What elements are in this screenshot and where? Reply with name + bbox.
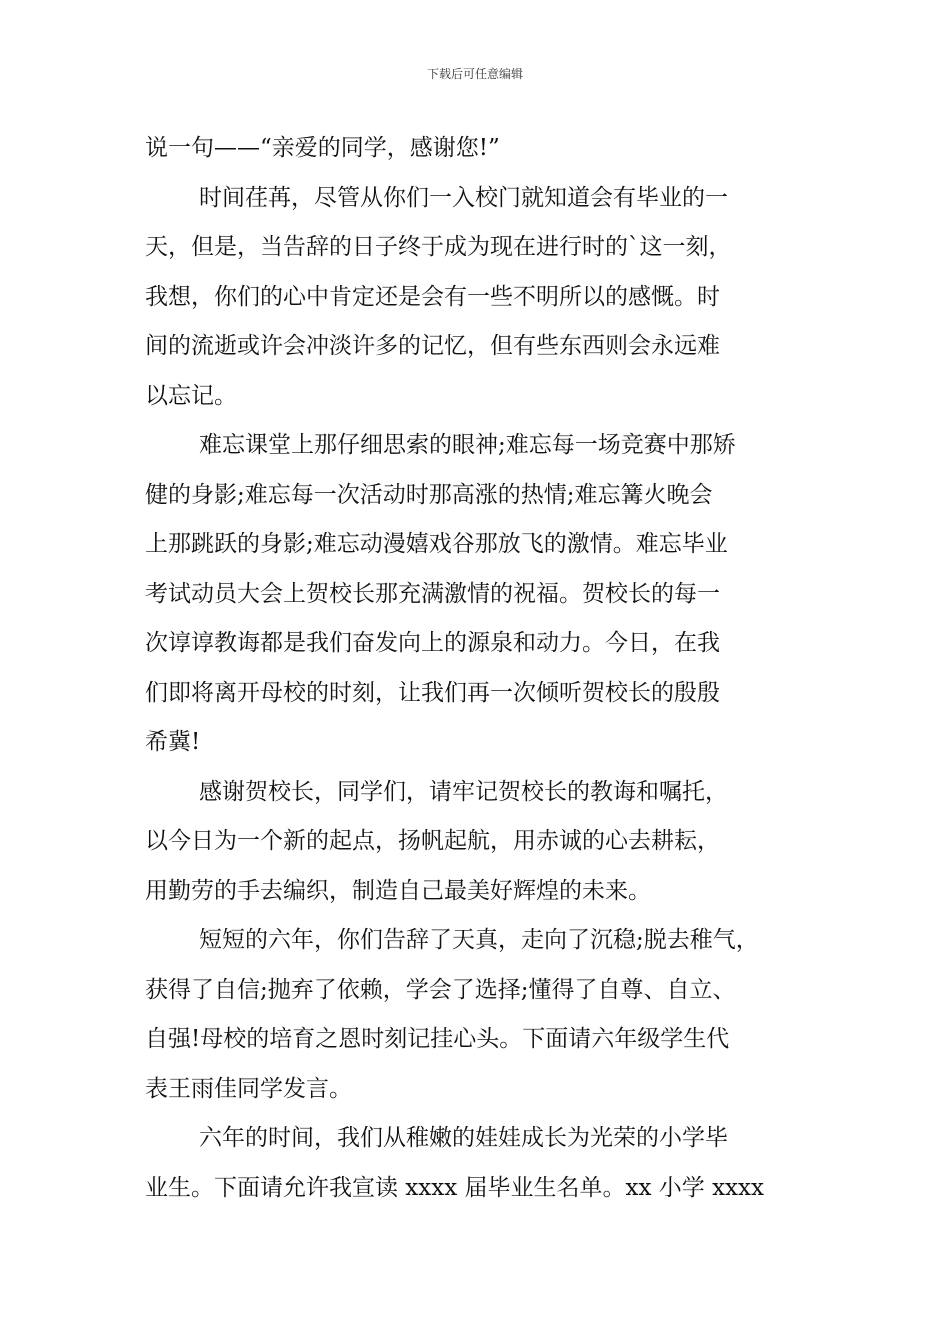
paragraph-6: [145, 1114, 820, 1213]
text-line: 难忘课堂上那仔细思索的眼神;难忘每一场竞赛中那矫: [199, 432, 736, 458]
text-line: 用勤劳的手去编织，制造自己最美好辉煌的未来。: [145, 877, 651, 904]
text-line: 间的流逝或许会冲淡许多的记忆，但有些东西则会永远难: [145, 333, 720, 359]
text-line: 时间荏苒，尽管从你们一入校门就知道会有毕业的一: [199, 184, 728, 211]
text-line: 业生。下面请允许我宣读 xxxx 届毕业生名单。xx 小学 xxxx: [145, 1174, 764, 1201]
text-line: 六年的时间，我们从稚嫩的娃娃成长为光荣的小学毕: [199, 1125, 728, 1151]
text-line: 上那跳跃的身影;难忘动漫嬉戏谷那放飞的激情。难忘毕业: [145, 531, 728, 557]
text-line: 次谆谆教诲都是我们奋发向上的源泉和动力。今日，在我: [145, 630, 720, 656]
text-line: 健的身影;难忘每一次活动时那高涨的热情;难忘篝火晚会: [145, 481, 713, 508]
text-line: 以忘记。: [145, 382, 237, 409]
text-line: 表王雨佳同学发言。: [145, 1075, 352, 1102]
text-line: 们即将离开母校的时刻，让我们再一次倾听贺校长的殷殷: [145, 679, 720, 706]
page-header: 下载后可任意编辑: [426, 67, 523, 81]
paragraph-3: [145, 421, 820, 768]
text-line: 以今日为一个新的起点，扬帆起航，用赤诚的心去耕耘，: [145, 828, 720, 854]
text-line: 短短的六年，你们告辞了天真，走向了沉稳;脱去稚气，: [199, 927, 759, 953]
text-line: 感谢贺校长，同学们，请牢记贺校长的教诲和嘱托，: [199, 778, 728, 805]
paragraph-4: [145, 768, 820, 917]
text-line: 获得了自信;抛弃了依赖，学会了选择;懂得了自尊、自立、: [145, 976, 736, 1003]
text-line: 自强!母校的培育之恩时刻记挂心头。下面请六年级学生代: [145, 1026, 730, 1052]
text-line: 考试动员大会上贺校长那充满激情的祝福。贺校长的每一: [145, 580, 720, 607]
document-body: [145, 124, 820, 1213]
text-line: 说一句——“亲爱的同学，感谢您!”: [145, 135, 500, 161]
text-line: 天，但是，当告辞的日子终于成为现在进行时的`这一刻，: [145, 234, 732, 260]
text-line: 我想，你们的心中肯定还是会有一些不明所以的感慨。时: [145, 283, 720, 310]
paragraph-5: [145, 916, 820, 1114]
text-line: 希冀!: [145, 729, 201, 755]
paragraph-2: [145, 174, 820, 422]
paragraph-1: [145, 124, 820, 174]
